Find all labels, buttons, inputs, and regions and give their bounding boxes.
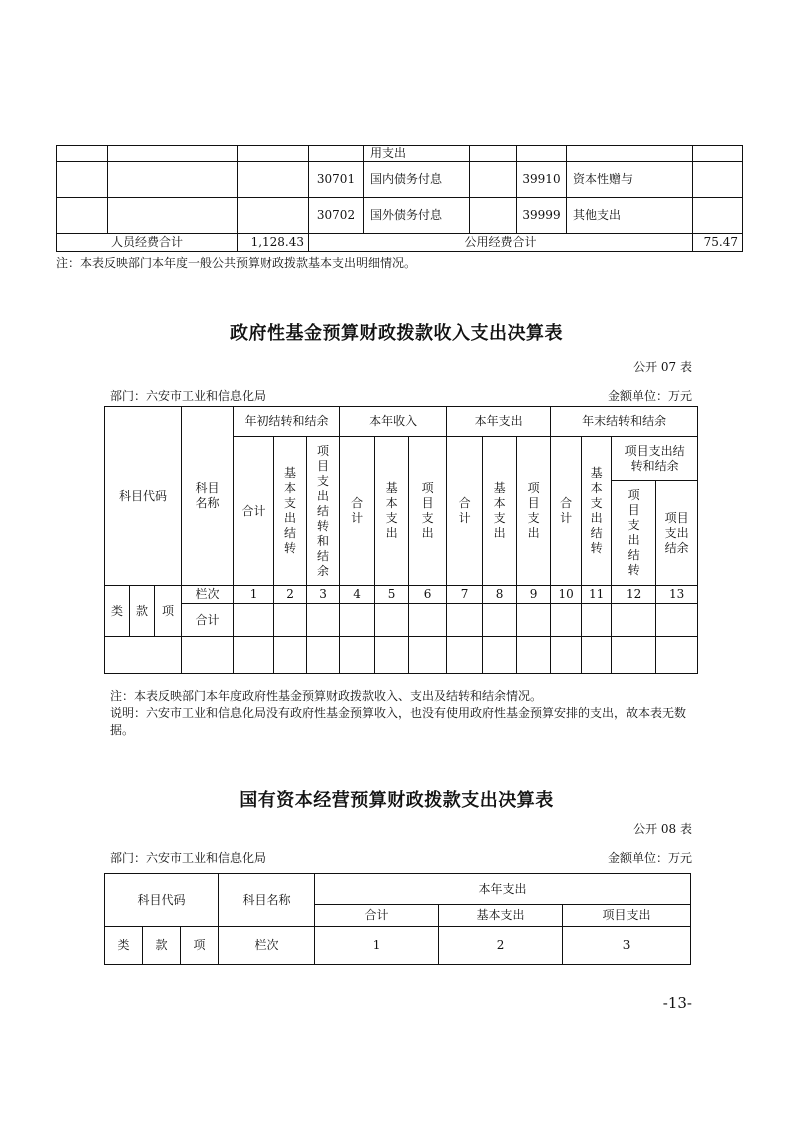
table-row — [57, 162, 743, 198]
col-number: 4 — [340, 586, 375, 604]
header-expense-project: 项目支出 — [517, 437, 551, 586]
col-number: 13 — [656, 586, 698, 604]
sum-label: 合计 — [182, 604, 234, 637]
public-total-value: 75.47 — [693, 234, 743, 252]
header-kuan: 款 — [130, 586, 155, 637]
table-row — [57, 198, 743, 234]
personnel-total-value: 1,128.43 — [238, 234, 309, 252]
table-cell: 39910 — [517, 162, 567, 198]
table-cell: 资本性赠与 — [567, 162, 693, 198]
table-row — [57, 146, 743, 162]
header-income-basic: 基本支出 — [375, 437, 409, 586]
column-number-row — [105, 586, 698, 604]
table-cell: 30702 — [309, 198, 364, 234]
state-capital-table — [104, 873, 691, 965]
header-end-total: 合计 — [551, 437, 582, 586]
header-income-total: 合计 — [340, 437, 375, 586]
header-kuan: 款 — [143, 927, 181, 965]
table07-note: 注：本表反映部门本年度政府性基金预算财政拨款收入、支出及结转和结余情况。 — [110, 689, 543, 703]
table-cell: 39999 — [517, 198, 567, 234]
table07-explanation: 说明：六安市工业和信息化局没有政府性基金预算收入，也没有使用政府性基金预算安排的支出，故本表无数据。 — [110, 706, 687, 737]
header-end: 年末结转和结余 — [551, 407, 698, 437]
col-number: 9 — [517, 586, 551, 604]
header-lei: 类 — [105, 927, 143, 965]
table07-unit: 金额单位：万元 — [607, 389, 692, 403]
header-end-project-group: 项目支出结转和结余 — [612, 437, 698, 481]
col-number: 7 — [447, 586, 483, 604]
header-subject-code: 科目代码 — [105, 407, 182, 586]
col-number: 3 — [563, 927, 691, 965]
table-cell: 国外债务付息 — [364, 198, 470, 234]
header-expense-total: 合计 — [447, 437, 483, 586]
table-row-total — [57, 234, 743, 252]
col-number: 11 — [582, 586, 612, 604]
top-table-note: 注：本表反映部门本年度一般公共预算财政拨款基本支出明细情况。 — [56, 256, 417, 270]
header-subject-name: 科目名称 — [182, 407, 234, 586]
header-begin-basic-carry: 基本支出结转 — [274, 437, 307, 586]
header-project: 项目支出 — [563, 905, 691, 927]
table-cell: 其他支出 — [567, 198, 693, 234]
col-number: 10 — [551, 586, 582, 604]
col-number: 1 — [234, 586, 274, 604]
header-basic: 基本支出 — [439, 905, 563, 927]
column-number-row — [105, 927, 691, 965]
table07-title: 政府性基金预算财政拨款收入支出决算表 — [230, 323, 563, 344]
header-end-project-carry: 项目支出结转 — [612, 481, 656, 586]
table-row — [105, 637, 698, 674]
col-number: 5 — [375, 586, 409, 604]
col-number: 12 — [612, 586, 656, 604]
header-subject-name: 科目名称 — [219, 874, 315, 927]
header-row — [105, 874, 691, 905]
government-fund-table — [104, 406, 698, 674]
page-number: -13- — [662, 994, 692, 1012]
header-begin-project-carry: 项目支出结转和结余 — [307, 437, 340, 586]
col-number: 3 — [307, 586, 340, 604]
table-cell: 用支出 — [364, 146, 470, 162]
row-label: 栏次 — [182, 586, 234, 604]
header-expense: 本年支出 — [447, 407, 551, 437]
header-xiang: 项 — [155, 586, 182, 637]
header-begin: 年初结转和结余 — [234, 407, 340, 437]
header-lei: 类 — [105, 586, 130, 637]
public-total-label: 公用经费合计 — [309, 234, 693, 252]
personnel-total-label: 人员经费合计 — [57, 234, 238, 252]
header-expense-basic: 基本支出 — [483, 437, 517, 586]
table-cell: 国内债务付息 — [364, 162, 470, 198]
header-expense: 本年支出 — [315, 874, 691, 905]
col-number: 2 — [274, 586, 307, 604]
table08-department: 部门：六安市工业和信息化局 — [110, 851, 267, 865]
table-row-total — [105, 604, 698, 637]
table08-code: 公开 08 表 — [633, 822, 692, 836]
header-end-project-balance: 项目支出结余 — [656, 481, 698, 586]
header-begin-total: 合计 — [234, 437, 274, 586]
col-number: 8 — [483, 586, 517, 604]
col-number: 2 — [439, 927, 563, 965]
header-income-project: 项目支出 — [409, 437, 447, 586]
table08-title: 国有资本经营预算财政拨款支出决算表 — [239, 790, 554, 811]
header-row — [105, 407, 698, 437]
header-subject-code: 科目代码 — [105, 874, 219, 927]
header-income: 本年收入 — [340, 407, 447, 437]
col-number: 1 — [315, 927, 439, 965]
col-number: 6 — [409, 586, 447, 604]
table07-code: 公开 07 表 — [633, 360, 692, 374]
row-label: 栏次 — [219, 927, 315, 965]
table-cell: 30701 — [309, 162, 364, 198]
table07-department: 部门：六安市工业和信息化局 — [110, 389, 267, 403]
header-end-basic-carry: 基本支出结转 — [582, 437, 612, 586]
basic-expense-detail-table-continued — [56, 145, 743, 252]
header-xiang: 项 — [181, 927, 219, 965]
table08-unit: 金额单位：万元 — [607, 851, 692, 865]
header-total: 合计 — [315, 905, 439, 927]
